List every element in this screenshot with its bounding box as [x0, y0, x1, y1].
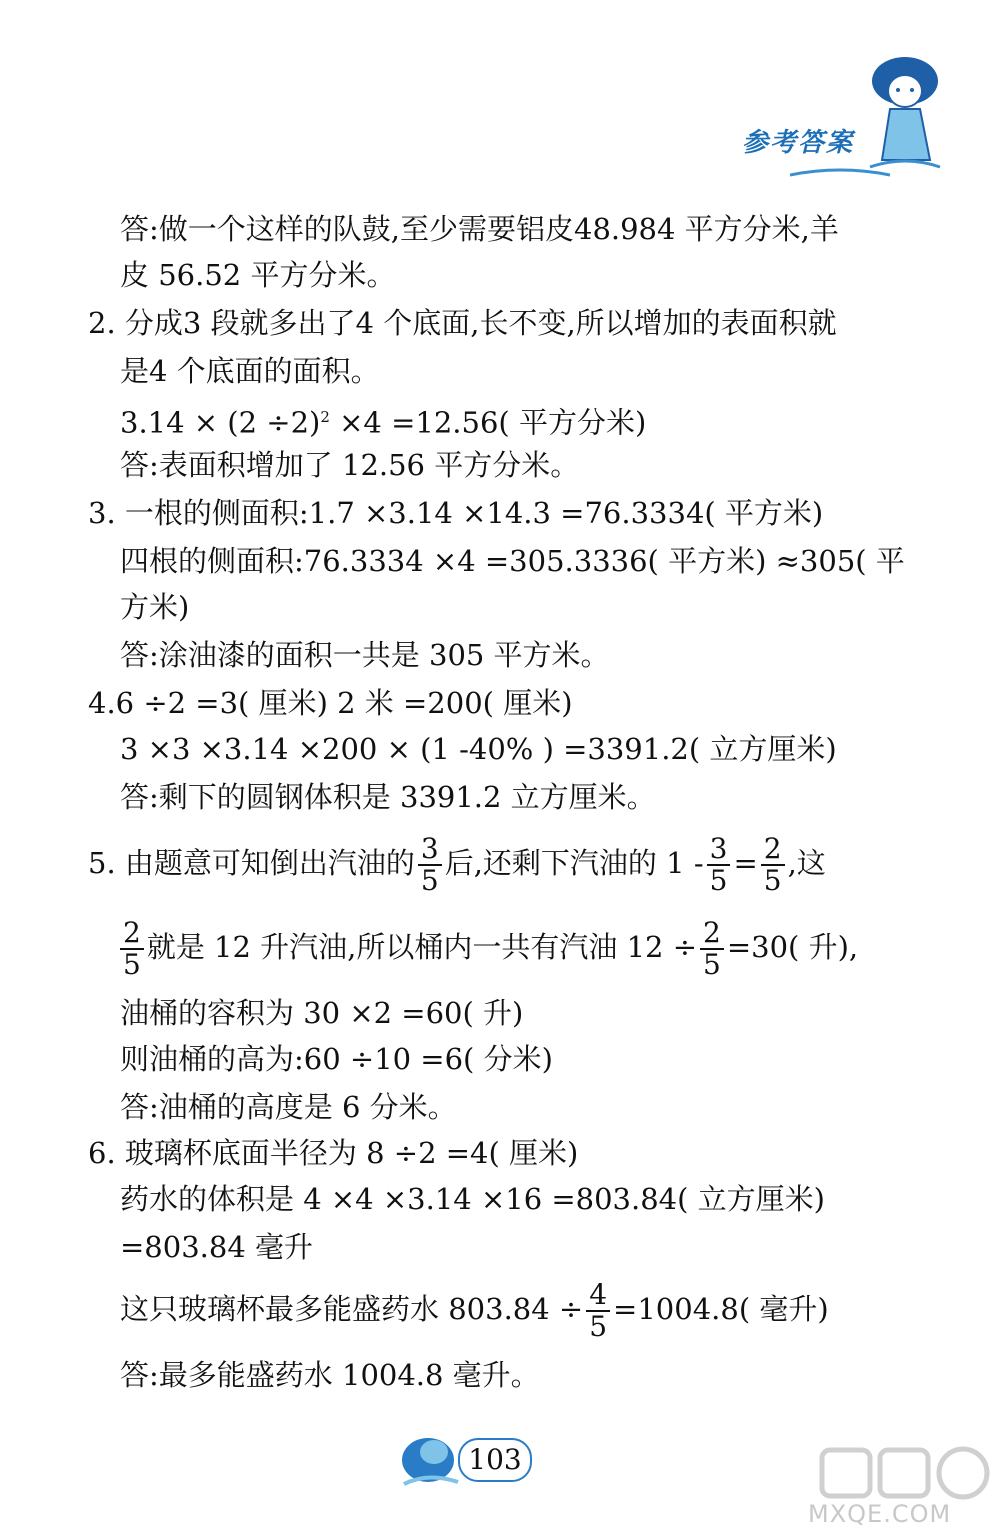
fraction-four-fifths — [586, 1280, 610, 1342]
problem-3-line-1: 3. 一根的侧面积:1.7 ×3.14 ×14.3 =76.3334( 平方米) — [88, 496, 824, 530]
fraction-numerator: 2 — [120, 918, 144, 950]
problem-3-line-3: 方米) — [120, 590, 190, 624]
problem-6-line-3: =803.84 毫升 — [120, 1230, 313, 1264]
problem-6-line-2: 药水的体积是 4 ×4 ×3.14 ×16 =803.84( 立方厘米) — [120, 1182, 825, 1216]
fraction-numerator: 2 — [700, 918, 724, 950]
problem-5-text-f: =30( 升), — [726, 930, 859, 964]
fraction-numerator: 4 — [586, 1280, 610, 1312]
fraction-denominator: 5 — [709, 864, 728, 897]
fraction-three-fifths — [707, 834, 731, 896]
girl-mascot-icon — [860, 55, 950, 175]
fraction-numerator: 3 — [418, 834, 442, 866]
formula-part-a: 3.14 × (2 ÷2) — [120, 405, 321, 440]
problem-6-text-a: 这只玻璃杯最多能盛药水 803.84 ÷ — [120, 1292, 584, 1326]
problem-5-text-d: ,这 — [787, 846, 826, 880]
problem-5-answer: 答:油桶的高度是 6 分米。 — [120, 1090, 457, 1124]
answer-line-1: 答:做一个这样的队鼓,至少需要铝皮48.984 平方分米,羊 — [120, 212, 839, 246]
problem-3-line-2: 四根的侧面积:76.3334 ×4 =305.3336( 平方米) ≈305( 平 — [120, 544, 905, 578]
problem-2-line-2: 是4 个底面的面积。 — [120, 354, 380, 388]
answer-line-2: 皮 56.52 平方分米。 — [120, 258, 396, 292]
fraction-two-fifths — [761, 834, 785, 896]
formula-part-b: ×4 =12.56( 平方分米) — [329, 405, 647, 440]
problem-2-answer: 答:表面积增加了 12.56 平方分米。 — [120, 448, 580, 482]
fraction-numerator: 2 — [761, 834, 785, 866]
problem-2-line-1: 2. 分成3 段就多出了4 个底面,长不变,所以增加的表面积就 — [88, 306, 837, 340]
fraction-denominator: 5 — [123, 948, 141, 981]
header-underline-swoosh — [790, 165, 890, 181]
problem-5-line-3: 油桶的容积为 30 ×2 =60( 升) — [120, 996, 524, 1030]
problem-4-line-1: 4.6 ÷2 =3( 厘米) 2 米 =200( 厘米) — [88, 686, 573, 720]
problem-5-text-e: 就是 12 升汽油,所以桶内一共有汽油 12 ÷ — [146, 930, 698, 964]
watermark-logo-icon — [818, 1442, 993, 1502]
problem-6-line-4 — [120, 1272, 829, 1346]
problem-5-line-2 — [120, 910, 858, 984]
problem-5-text-a: 5. 由题意可知倒出汽油的 — [88, 846, 415, 880]
fraction-three-fifths — [418, 834, 442, 896]
fraction-two-fifths — [700, 918, 724, 980]
problem-2-formula — [120, 400, 646, 440]
problem-5-line-4: 则油桶的高为:60 ÷10 =6( 分米) — [120, 1042, 553, 1076]
problem-6-answer: 答:最多能盛药水 1004.8 毫升。 — [120, 1358, 540, 1392]
problem-5-line-1 — [88, 826, 826, 900]
problem-4-answer: 答:剩下的圆钢体积是 3391.2 立方厘米。 — [120, 780, 656, 814]
fraction-denominator: 5 — [589, 1310, 608, 1343]
watermark-text: MXQE.COM — [808, 1500, 952, 1528]
fraction-denominator: 5 — [763, 864, 782, 897]
problem-4-line-2: 3 ×3 ×3.14 ×200 × (1 -40% ) =3391.2( 立方厘米) — [120, 732, 837, 766]
page-number: 103 — [458, 1438, 532, 1482]
problem-5-text-b: 后,还剩下汽油的 1 - — [444, 846, 704, 880]
fraction-denominator: 5 — [420, 864, 439, 897]
header-title: 参考答案 — [742, 128, 855, 158]
formula-exponent: 2 — [320, 408, 330, 426]
fraction-two-fifths — [120, 918, 144, 980]
fraction-denominator: 5 — [703, 948, 721, 981]
problem-3-answer: 答:涂油漆的面积一共是 305 平方米。 — [120, 638, 610, 672]
fraction-numerator: 3 — [707, 834, 731, 866]
problem-6-line-1: 6. 玻璃杯底面半径为 8 ÷2 =4( 厘米) — [88, 1136, 579, 1170]
problem-5-text-c: = — [733, 846, 758, 880]
problem-6-text-b: =1004.8( 毫升) — [613, 1292, 829, 1326]
